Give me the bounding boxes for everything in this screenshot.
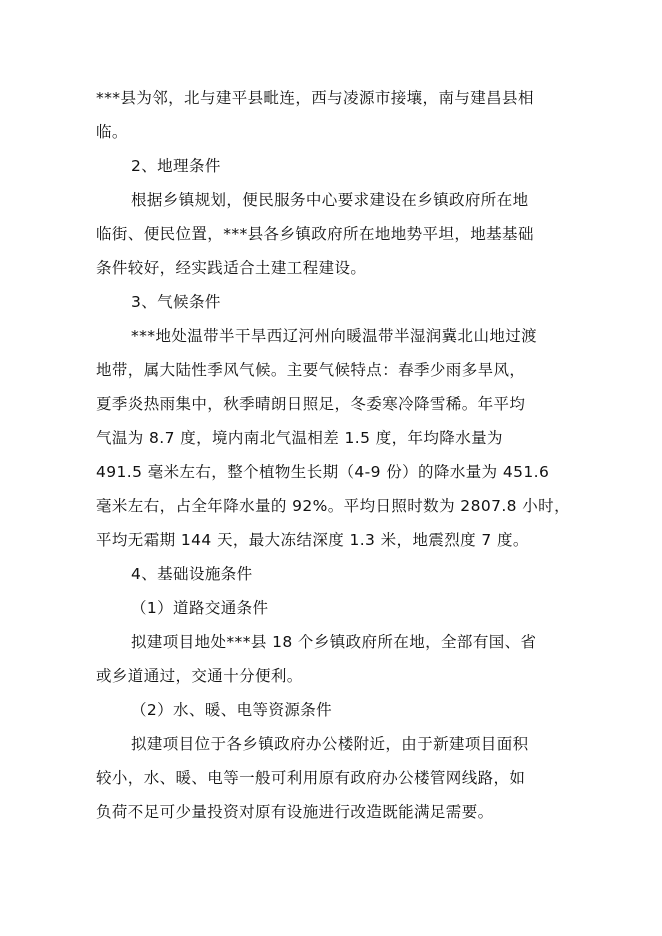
- text-line: ***县为邻，北与建平县毗连，西与凌源市接壤，南与建昌县相: [96, 89, 534, 107]
- section-heading: 3、气候条件: [131, 293, 221, 311]
- text-line: 毫米左右，占全年降水量的 92%。平均日照时数为 2807.8 小时，: [96, 497, 570, 515]
- text-line: 拟建项目位于各乡镇政府办公楼附近，由于新建项目面积: [131, 735, 529, 753]
- text-line: 条件较好，经实践适合土建工程建设。: [96, 259, 367, 277]
- subsection-heading: （2）水、暖、电等资源条件: [131, 701, 333, 719]
- text-line: 较小，水、暖、电等一般可利用原有政府办公楼管网线路，如: [96, 769, 526, 787]
- section-heading: 2、地理条件: [131, 157, 221, 175]
- text-line: 负荷不足可少量投资对原有设施进行改造既能满足需要。: [96, 803, 494, 821]
- text-line: 临街、便民位置，***县各乡镇政府所在地地势平坦，地基基础: [96, 225, 534, 243]
- subsection-heading: （1）道路交通条件: [131, 599, 269, 617]
- text-line: 拟建项目地处***县 18 个乡镇政府所在地，全部有国、省: [131, 633, 537, 651]
- text-line: 气温为 8.7 度，境内南北气温相差 1.5 度，年均降水量为: [96, 429, 503, 447]
- text-line: 491.5 毫米左右，整个植物生长期（4-9 份）的降水量为 451.6: [96, 463, 550, 481]
- text-line: 夏季炎热雨集中，秋季晴朗日照足，冬委寒冷降雪稀。年平均: [96, 395, 526, 413]
- section-heading: 4、基础设施条件: [131, 565, 253, 583]
- text-line: 地带，属大陆性季风气候。主要气候特点：春季少雨多旱风，: [96, 361, 526, 379]
- text-line: 根据乡镇规划，便民服务中心要求建设在乡镇政府所在地: [131, 191, 529, 209]
- text-line: ***地处温带半干旱西辽河州向暖温带半湿润冀北山地过渡: [131, 327, 538, 345]
- text-line: 平均无霜期 144 天，最大冻结深度 1.3 米，地震烈度 7 度。: [96, 531, 529, 549]
- text-line: 临。: [96, 123, 128, 141]
- text-line: 或乡道通过，交通十分便利。: [96, 667, 303, 685]
